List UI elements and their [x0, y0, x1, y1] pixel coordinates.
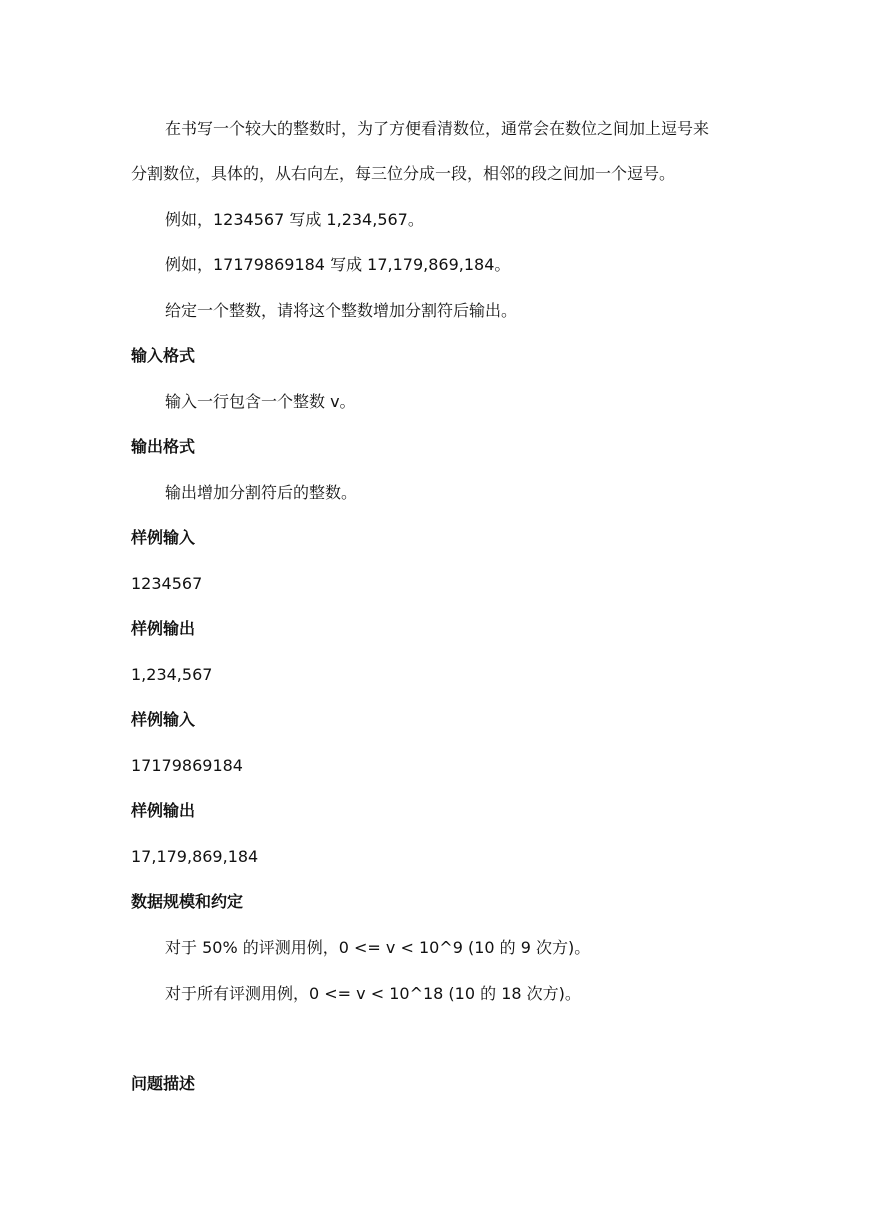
sample-output-1: 1,234,567 [131, 665, 213, 684]
sample-input-heading-1: 样例输入 [131, 528, 196, 547]
constraints-heading: 数据规模和约定 [131, 892, 244, 911]
sample-output-2: 17,179,869,184 [131, 847, 259, 866]
description-line-1: 在书写一个较大的整数时，为了方便看清数位，通常会在数位之间加上逗号来 [165, 119, 710, 138]
problem-description-heading: 问题描述 [131, 1074, 196, 1093]
sample-input-heading-2: 样例输入 [131, 710, 196, 729]
constraints-line-1: 对于 50% 的评测用例，0 <= v < 10^9 (10 的 9 次方)。 [165, 938, 591, 957]
sample-input-1: 1234567 [131, 574, 203, 593]
example-1: 例如，1234567 写成 1,234,567。 [165, 210, 424, 229]
output-format-text: 输出增加分割符后的整数。 [165, 483, 358, 502]
sample-output-heading-1: 样例输出 [131, 619, 196, 638]
output-format-heading: 输出格式 [131, 437, 196, 456]
description-line-2: 分割数位，具体的，从右向左，每三位分成一段，相邻的段之间加一个逗号。 [131, 164, 676, 183]
sample-input-2: 17179869184 [131, 756, 243, 775]
input-format-heading: 输入格式 [131, 346, 196, 365]
example-2: 例如，17179869184 写成 17,179,869,184。 [165, 255, 511, 274]
constraints-line-2: 对于所有评测用例，0 <= v < 10^18 (10 的 18 次方)。 [165, 984, 581, 1003]
input-format-text: 输入一行包含一个整数 v。 [165, 392, 356, 411]
sample-output-heading-2: 样例输出 [131, 801, 196, 820]
task-statement: 给定一个整数，请将这个整数增加分割符后输出。 [165, 301, 518, 320]
